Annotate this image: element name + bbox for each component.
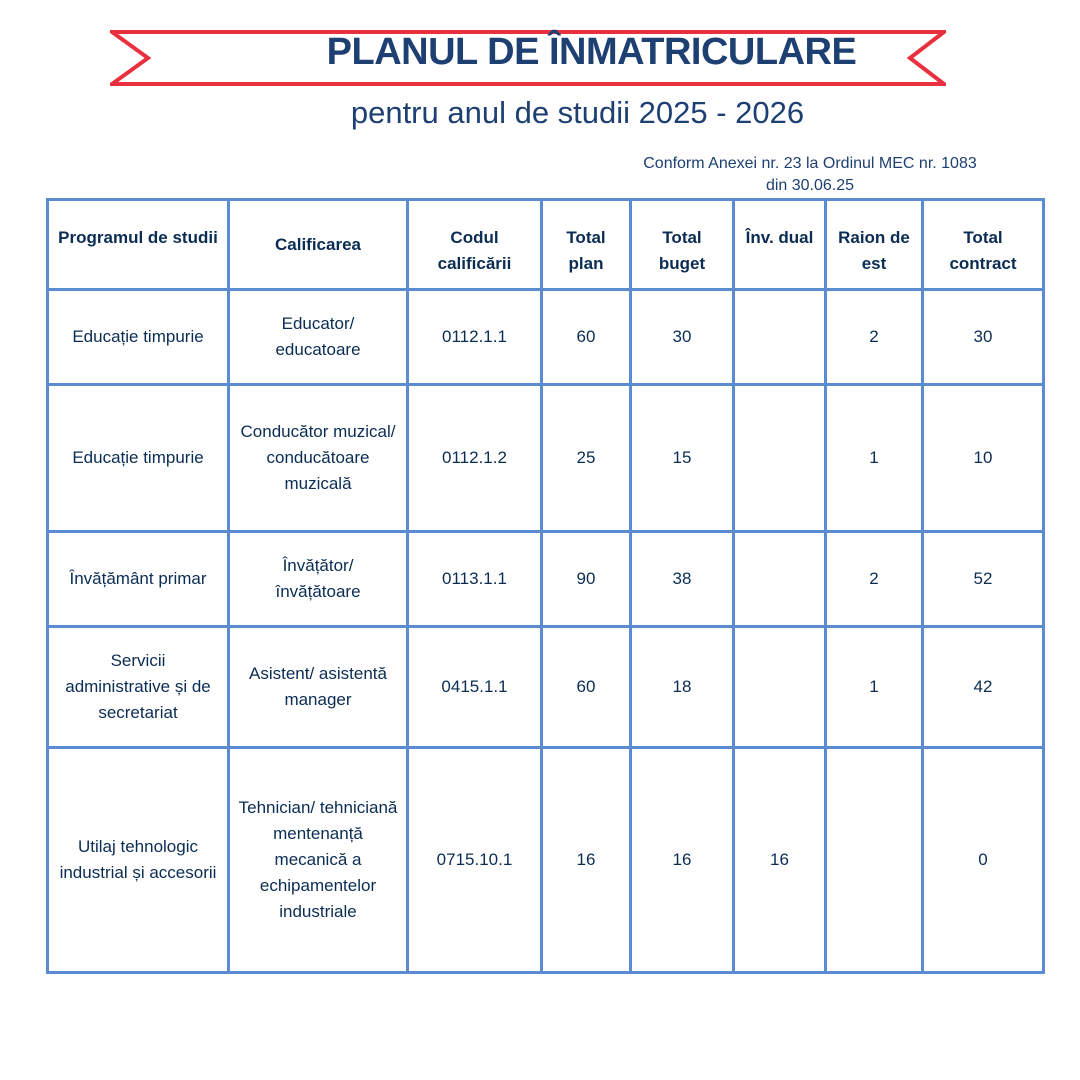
table-cell: Asistent/ asistentă manager [229,627,408,748]
table-row [48,290,1044,385]
table-row [48,627,1044,748]
table-cell [734,532,826,627]
table-cell: 0 [923,748,1044,973]
table-cell: Educator/ educatoare [229,290,408,385]
table-cell: 2 [826,532,923,627]
table-row [48,748,1044,973]
reference-line-2: din 30.06.25 [765,177,855,194]
table-cell [826,748,923,973]
table-cell: 0415.1.1 [408,627,542,748]
table-cell: Educație timpurie [48,385,229,532]
table-header-row [48,200,1044,290]
table-cell: 30 [631,290,734,385]
column-header-total-budget: Total buget [631,200,734,290]
column-header-east-district: Raion de est [826,200,923,290]
table-cell: 0113.1.1 [408,532,542,627]
table-cell: 18 [631,627,734,748]
column-header-program: Programul de studii [48,200,229,290]
page-title: PLANUL DE ÎNMATRICULARE [326,31,857,73]
table-cell: Tehnician/ tehniciană mentenanță mecanică a echipamentelor industriale [229,748,408,973]
table-cell: 38 [631,532,734,627]
column-header-qualification: Calificarea [229,200,408,290]
table-cell [734,290,826,385]
table-cell: 0112.1.1 [408,290,542,385]
enrollment-table [46,198,1045,974]
table-cell [734,385,826,532]
table-cell: 60 [542,627,631,748]
table-cell: Utilaj tehnologic industrial și accesorii [48,748,229,973]
table-cell: 42 [923,627,1044,748]
table-cell: 10 [923,385,1044,532]
table-cell: 16 [542,748,631,973]
table-cell: Conducător muzical/ conducătoare muzicală [229,385,408,532]
reference-note [600,153,1020,197]
table-cell: 0715.10.1 [408,748,542,973]
column-header-total-contract: Total contract [923,200,1044,290]
table-cell: 2 [826,290,923,385]
table-cell: 16 [734,748,826,973]
table-cell: 25 [542,385,631,532]
table-cell: Servicii administrative și de secretariat [48,627,229,748]
table-cell: 60 [542,290,631,385]
table-cell: 0112.1.2 [408,385,542,532]
table-cell: 1 [826,627,923,748]
table-cell: 15 [631,385,734,532]
page-subtitle: pentru anul de studii 2025 - 2026 [350,95,805,130]
table-cell: 1 [826,385,923,532]
table-cell: 30 [923,290,1044,385]
table-cell: Învățământ primar [48,532,229,627]
table-cell: 90 [542,532,631,627]
table-cell [734,627,826,748]
column-header-code: Codul calificării [408,200,542,290]
table-cell: Educație timpurie [48,290,229,385]
table-cell: Învățător/ învățătoare [229,532,408,627]
table-row [48,532,1044,627]
table-row [48,385,1044,532]
table-cell: 16 [631,748,734,973]
reference-line-1: Conform Anexei nr. 23 la Ordinul MEC nr. 1083 [643,155,977,172]
table-cell: 52 [923,532,1044,627]
column-header-dual: Înv. dual [734,200,826,290]
column-header-total-plan: Total plan [542,200,631,290]
